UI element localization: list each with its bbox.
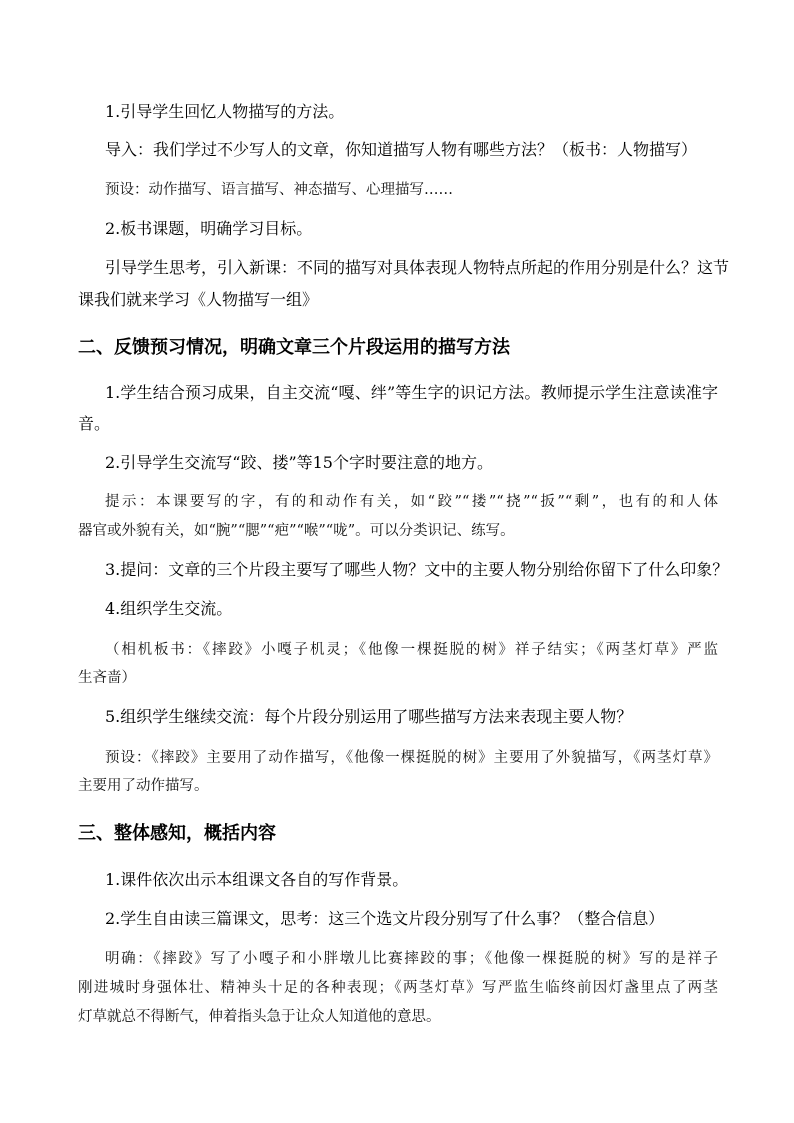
paragraph-line: 导入：我们学过不少写人的文章，你知道描写人物有哪些方法？（板书：人物描写） [105, 140, 698, 159]
section-heading: 二、反馈预习情况，明确文章三个片段运用的描写方法 [78, 337, 510, 358]
paragraph-line: 4.组织学生交流。 [105, 599, 233, 618]
paragraph-line: 主要用了动作描写。 [78, 778, 209, 794]
paragraph-line: 音。 [78, 414, 111, 433]
paragraph-line: （相机板书：《摔跤》小嘎子机灵；《他像一棵挺脱的树》祥子结实；《两茎灯草》严监 [105, 642, 718, 658]
paragraph-line: 3.提问：文章的三个片段主要写了哪些人物？文中的主要人物分别给你留下了什么印象？ [105, 560, 729, 579]
paragraph-line: 预设：《摔跤》主要用了动作描写，《他像一棵挺脱的树》主要用了外貌描写，《两茎灯草》 [105, 750, 718, 766]
paragraph-line: 1.课件依次出示本组课文各自的写作背景。 [105, 870, 409, 889]
paragraph-line: 刚进城时身强体壮、精神头十足的各种表现；《两茎灯草》写严监生临终前因灯盏里点了两茎 [78, 980, 718, 996]
paragraph-line: 提示：本课要写的字，有的和动作有关，如“跤”“搂”“挠”“扳”“剩”，也有的和人体 [105, 494, 718, 510]
paragraph-line: 器官或外貌有关，如“腕”“腮”“疤”“喉”“咙”。可以分类识记、练写。 [78, 523, 515, 539]
paragraph-line: 课我们就来学习《人物描写一组》 [78, 290, 319, 309]
paragraph-line: 2.引导学生交流写“跤、搂”等15个字时要注意的地方。 [105, 453, 493, 472]
section-heading: 三、整体感知，概括内容 [78, 823, 276, 844]
paragraph-line: 2.学生自由读三篇课文，思考：这三个选文片段分别写了什么事？（整合信息） [105, 909, 665, 928]
paragraph-line: 1.引导学生回忆人物描写的方法。 [105, 102, 345, 121]
paragraph-line: 1.学生结合预习成果，自主交流“嘎、绊”等生字的识记方法。教师提示学生注意读准字 [105, 383, 718, 402]
paragraph-line: 灯草就总不得断气，伸着指头急于让众人知道他的意思。 [78, 1009, 441, 1025]
paragraph-line: 引导学生思考，引入新课：不同的描写对具体表现人物特点所起的作用分别是什么？这节 [105, 258, 730, 277]
paragraph-line: 2.板书课题，明确学习目标。 [105, 219, 313, 238]
paragraph-line: 预设：动作描写、语言描写、神态描写、心理描写…… [105, 182, 453, 198]
paragraph-line: 5.组织学生继续交流：每个片段分别运用了哪些描写方法来表现主要人物？ [105, 707, 633, 726]
paragraph-line: 生吝啬） [78, 670, 136, 686]
paragraph-line: 明确：《摔跤》写了小嘎子和小胖墩儿比赛摔跤的事；《他像一棵挺脱的树》写的是祥子 [105, 951, 718, 967]
